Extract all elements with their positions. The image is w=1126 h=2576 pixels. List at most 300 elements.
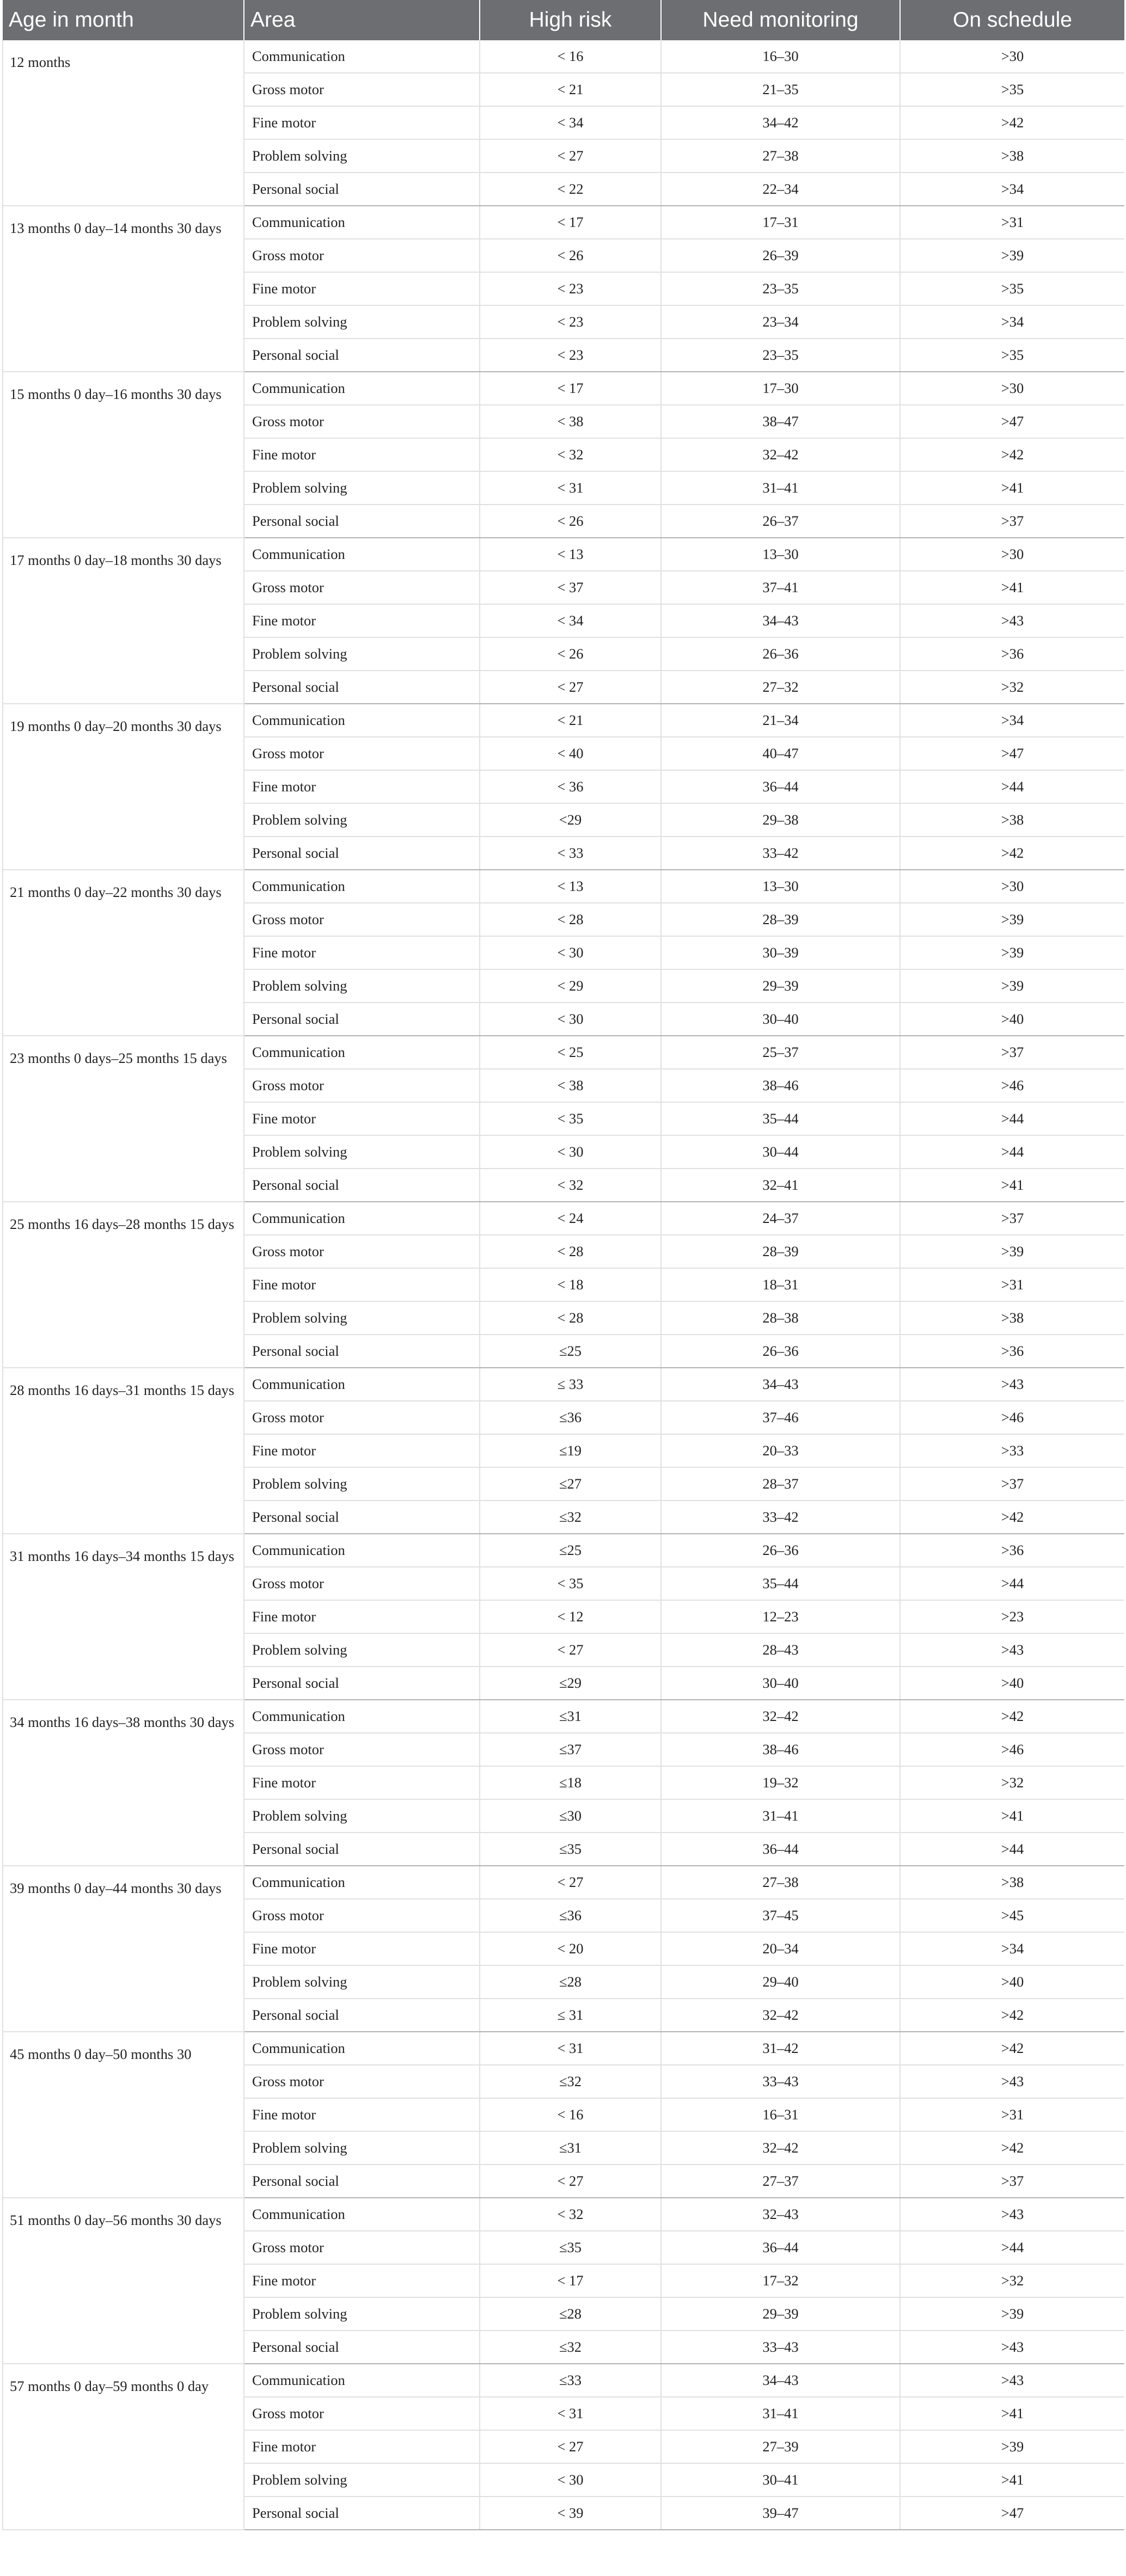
high-risk-cell: ≤37: [480, 1733, 661, 1766]
high-risk-cell: < 34: [480, 106, 661, 139]
on-schedule-cell: >32: [900, 671, 1124, 704]
need-monitoring-cell: 33–43: [661, 2065, 900, 2098]
header-area: Area: [244, 0, 480, 40]
on-schedule-cell: >43: [900, 2198, 1124, 2231]
area-cell: Fine motor: [244, 1600, 480, 1633]
need-monitoring-cell: 29–40: [661, 1965, 900, 1999]
area-cell: Problem solving: [244, 1965, 480, 1999]
on-schedule-cell: >42: [900, 2131, 1124, 2165]
high-risk-cell: < 26: [480, 239, 661, 272]
area-cell: Communication: [244, 1700, 480, 1733]
need-monitoring-cell: 37–46: [661, 1401, 900, 1434]
on-schedule-cell: >39: [900, 2297, 1124, 2331]
area-cell: Communication: [244, 1368, 480, 1401]
table-row: [3, 1700, 1124, 1733]
on-schedule-cell: >43: [900, 1368, 1124, 1401]
need-monitoring-cell: 38–46: [661, 1069, 900, 1102]
on-schedule-cell: >23: [900, 1600, 1124, 1633]
need-monitoring-cell: 35–44: [661, 1567, 900, 1600]
on-schedule-cell: >42: [900, 106, 1124, 139]
high-risk-cell: < 39: [480, 2497, 661, 2530]
high-risk-cell: < 16: [480, 2098, 661, 2131]
area-cell: Problem solving: [244, 2463, 480, 2497]
need-monitoring-cell: 22–34: [661, 173, 900, 206]
on-schedule-cell: >46: [900, 1401, 1124, 1434]
high-risk-cell: < 38: [480, 1069, 661, 1102]
age-range-cell: 12 months: [3, 40, 244, 206]
on-schedule-cell: >41: [900, 2397, 1124, 2430]
on-schedule-cell: >31: [900, 2098, 1124, 2131]
area-cell: Personal social: [244, 173, 480, 206]
high-risk-cell: < 31: [480, 2032, 661, 2065]
need-monitoring-cell: 29–39: [661, 2297, 900, 2331]
area-cell: Gross motor: [244, 1733, 480, 1766]
need-monitoring-cell: 35–44: [661, 1102, 900, 1135]
high-risk-cell: < 27: [480, 1866, 661, 1899]
need-monitoring-cell: 16–30: [661, 40, 900, 73]
high-risk-cell: ≤18: [480, 1766, 661, 1799]
area-cell: Communication: [244, 206, 480, 239]
high-risk-cell: < 27: [480, 2430, 661, 2463]
need-monitoring-cell: 30–44: [661, 1135, 900, 1169]
on-schedule-cell: >43: [900, 2331, 1124, 2364]
high-risk-cell: ≤25: [480, 1534, 661, 1567]
need-monitoring-cell: 33–42: [661, 837, 900, 870]
on-schedule-cell: >41: [900, 2463, 1124, 2497]
area-cell: Personal social: [244, 1335, 480, 1368]
on-schedule-cell: >37: [900, 505, 1124, 538]
on-schedule-cell: >43: [900, 2065, 1124, 2098]
area-cell: Fine motor: [244, 2264, 480, 2297]
need-monitoring-cell: 37–45: [661, 1899, 900, 1932]
high-risk-cell: < 37: [480, 571, 661, 604]
header-age: Age in month: [3, 0, 244, 40]
high-risk-cell: < 17: [480, 2264, 661, 2297]
table-header: [3, 0, 1124, 40]
high-risk-cell: < 34: [480, 604, 661, 637]
on-schedule-cell: >39: [900, 239, 1124, 272]
need-monitoring-cell: 27–38: [661, 139, 900, 173]
area-cell: Problem solving: [244, 1135, 480, 1169]
on-schedule-cell: >43: [900, 1633, 1124, 1667]
high-risk-cell: < 23: [480, 305, 661, 339]
need-monitoring-cell: 27–38: [661, 1866, 900, 1899]
on-schedule-cell: >44: [900, 1135, 1124, 1169]
need-monitoring-cell: 13–30: [661, 870, 900, 903]
area-cell: Communication: [244, 870, 480, 903]
table-row: [3, 1202, 1124, 1235]
area-cell: Problem solving: [244, 969, 480, 1003]
need-monitoring-cell: 38–46: [661, 1733, 900, 1766]
need-monitoring-cell: 27–37: [661, 2165, 900, 2198]
area-cell: Communication: [244, 40, 480, 73]
on-schedule-cell: >44: [900, 1833, 1124, 1866]
area-cell: Personal social: [244, 1169, 480, 1202]
area-cell: Gross motor: [244, 1069, 480, 1102]
need-monitoring-cell: 31–41: [661, 1799, 900, 1833]
on-schedule-cell: >46: [900, 1069, 1124, 1102]
on-schedule-cell: >41: [900, 1799, 1124, 1833]
need-monitoring-cell: 28–38: [661, 1301, 900, 1335]
area-cell: Problem solving: [244, 1467, 480, 1501]
need-monitoring-cell: 29–39: [661, 969, 900, 1003]
area-cell: Fine motor: [244, 2430, 480, 2463]
on-schedule-cell: >42: [900, 1501, 1124, 1534]
area-cell: Personal social: [244, 837, 480, 870]
age-range-cell: 13 months 0 day–14 months 30 days: [3, 206, 244, 372]
need-monitoring-cell: 13–30: [661, 538, 900, 571]
need-monitoring-cell: 40–47: [661, 737, 900, 770]
need-monitoring-cell: 17–30: [661, 372, 900, 405]
high-risk-cell: ≤ 31: [480, 1999, 661, 2032]
high-risk-cell: < 26: [480, 505, 661, 538]
need-monitoring-cell: 34–42: [661, 106, 900, 139]
area-cell: Communication: [244, 538, 480, 571]
area-cell: Fine motor: [244, 272, 480, 305]
on-schedule-cell: >32: [900, 1766, 1124, 1799]
need-monitoring-cell: 26–36: [661, 1335, 900, 1368]
high-risk-cell: < 32: [480, 1169, 661, 1202]
need-monitoring-cell: 26–36: [661, 637, 900, 671]
high-risk-cell: ≤36: [480, 1401, 661, 1434]
header-on-schedule: On schedule: [900, 0, 1124, 40]
high-risk-cell: < 28: [480, 1301, 661, 1335]
area-cell: Communication: [244, 2032, 480, 2065]
on-schedule-cell: >37: [900, 1467, 1124, 1501]
area-cell: Problem solving: [244, 471, 480, 505]
on-schedule-cell: >37: [900, 2165, 1124, 2198]
area-cell: Gross motor: [244, 903, 480, 936]
high-risk-cell: < 25: [480, 1036, 661, 1069]
high-risk-cell: < 40: [480, 737, 661, 770]
on-schedule-cell: >40: [900, 1667, 1124, 1700]
area-cell: Communication: [244, 1036, 480, 1069]
high-risk-cell: < 21: [480, 73, 661, 106]
need-monitoring-cell: 37–41: [661, 571, 900, 604]
on-schedule-cell: >47: [900, 2497, 1124, 2530]
area-cell: Problem solving: [244, 139, 480, 173]
need-monitoring-cell: 31–42: [661, 2032, 900, 2065]
high-risk-cell: < 21: [480, 704, 661, 737]
need-monitoring-cell: 34–43: [661, 2364, 900, 2397]
need-monitoring-cell: 30–39: [661, 936, 900, 969]
need-monitoring-cell: 26–39: [661, 239, 900, 272]
on-schedule-cell: >30: [900, 40, 1124, 73]
high-risk-cell: < 27: [480, 1633, 661, 1667]
need-monitoring-cell: 26–36: [661, 1534, 900, 1567]
area-cell: Personal social: [244, 1003, 480, 1036]
high-risk-cell: ≤32: [480, 2331, 661, 2364]
need-monitoring-cell: 34–43: [661, 604, 900, 637]
need-monitoring-cell: 18–31: [661, 1268, 900, 1301]
high-risk-cell: < 24: [480, 1202, 661, 1235]
high-risk-cell: < 38: [480, 405, 661, 438]
on-schedule-cell: >40: [900, 1965, 1124, 1999]
need-monitoring-cell: 27–39: [661, 2430, 900, 2463]
area-cell: Personal social: [244, 339, 480, 372]
need-monitoring-cell: 30–40: [661, 1667, 900, 1700]
need-monitoring-cell: 17–32: [661, 2264, 900, 2297]
age-range-cell: 25 months 16 days–28 months 15 days: [3, 1202, 244, 1368]
high-risk-cell: < 30: [480, 1003, 661, 1036]
table-row: [3, 372, 1124, 405]
area-cell: Problem solving: [244, 637, 480, 671]
area-cell: Problem solving: [244, 1633, 480, 1667]
on-schedule-cell: >41: [900, 471, 1124, 505]
high-risk-cell: < 30: [480, 2463, 661, 2497]
age-range-cell: 57 months 0 day–59 months 0 day: [3, 2364, 244, 2530]
table-row: [3, 870, 1124, 903]
area-cell: Problem solving: [244, 2131, 480, 2165]
area-cell: Personal social: [244, 2165, 480, 2198]
area-cell: Fine motor: [244, 438, 480, 471]
on-schedule-cell: >34: [900, 305, 1124, 339]
on-schedule-cell: >37: [900, 1202, 1124, 1235]
area-cell: Fine motor: [244, 1766, 480, 1799]
table-row: [3, 2364, 1124, 2397]
need-monitoring-cell: 32–43: [661, 2198, 900, 2231]
high-risk-cell: < 27: [480, 2165, 661, 2198]
on-schedule-cell: >43: [900, 604, 1124, 637]
high-risk-cell: ≤28: [480, 2297, 661, 2331]
on-schedule-cell: >38: [900, 1866, 1124, 1899]
high-risk-cell: < 32: [480, 2198, 661, 2231]
need-monitoring-cell: 26–37: [661, 505, 900, 538]
on-schedule-cell: >47: [900, 405, 1124, 438]
on-schedule-cell: >46: [900, 1733, 1124, 1766]
area-cell: Personal social: [244, 1501, 480, 1534]
table-row: [3, 40, 1124, 73]
on-schedule-cell: >31: [900, 1268, 1124, 1301]
area-cell: Gross motor: [244, 2397, 480, 2430]
need-monitoring-cell: 31–41: [661, 471, 900, 505]
need-monitoring-cell: 39–47: [661, 2497, 900, 2530]
area-cell: Fine motor: [244, 1932, 480, 1965]
age-range-cell: 34 months 16 days–38 months 30 days: [3, 1700, 244, 1866]
on-schedule-cell: >44: [900, 2231, 1124, 2264]
area-cell: Personal social: [244, 1833, 480, 1866]
table-body: [3, 40, 1124, 2530]
area-cell: Fine motor: [244, 1102, 480, 1135]
table-row: [3, 1866, 1124, 1899]
on-schedule-cell: >34: [900, 173, 1124, 206]
high-risk-cell: < 36: [480, 770, 661, 803]
high-risk-cell: < 31: [480, 2397, 661, 2430]
high-risk-cell: ≤33: [480, 2364, 661, 2397]
high-risk-cell: < 13: [480, 870, 661, 903]
on-schedule-cell: >30: [900, 372, 1124, 405]
high-risk-cell: < 23: [480, 272, 661, 305]
need-monitoring-cell: 28–39: [661, 903, 900, 936]
area-cell: Personal social: [244, 2497, 480, 2530]
area-cell: Problem solving: [244, 1799, 480, 1833]
on-schedule-cell: >38: [900, 803, 1124, 837]
need-monitoring-cell: 21–34: [661, 704, 900, 737]
table-row: [3, 1368, 1124, 1401]
header-need-monitoring: Need monitoring: [661, 0, 900, 40]
need-monitoring-cell: 36–44: [661, 770, 900, 803]
need-monitoring-cell: 16–31: [661, 2098, 900, 2131]
on-schedule-cell: >39: [900, 2430, 1124, 2463]
area-cell: Gross motor: [244, 1567, 480, 1600]
need-monitoring-cell: 24–37: [661, 1202, 900, 1235]
area-cell: Communication: [244, 2198, 480, 2231]
on-schedule-cell: >44: [900, 1102, 1124, 1135]
area-cell: Communication: [244, 1202, 480, 1235]
need-monitoring-cell: 30–41: [661, 2463, 900, 2497]
high-risk-cell: < 29: [480, 969, 661, 1003]
need-monitoring-cell: 33–43: [661, 2331, 900, 2364]
high-risk-cell: ≤25: [480, 1335, 661, 1368]
need-monitoring-cell: 30–40: [661, 1003, 900, 1036]
high-risk-cell: ≤32: [480, 2065, 661, 2098]
need-monitoring-cell: 23–35: [661, 272, 900, 305]
area-cell: Gross motor: [244, 737, 480, 770]
high-risk-cell: < 16: [480, 40, 661, 73]
area-cell: Personal social: [244, 505, 480, 538]
high-risk-cell: < 18: [480, 1268, 661, 1301]
on-schedule-cell: >38: [900, 139, 1124, 173]
on-schedule-cell: >35: [900, 73, 1124, 106]
high-risk-cell: ≤36: [480, 1899, 661, 1932]
area-cell: Fine motor: [244, 770, 480, 803]
area-cell: Problem solving: [244, 305, 480, 339]
need-monitoring-cell: 19–32: [661, 1766, 900, 1799]
high-risk-cell: < 27: [480, 671, 661, 704]
on-schedule-cell: >36: [900, 1335, 1124, 1368]
need-monitoring-cell: 33–42: [661, 1501, 900, 1534]
need-monitoring-cell: 32–42: [661, 2131, 900, 2165]
on-schedule-cell: >39: [900, 969, 1124, 1003]
need-monitoring-cell: 36–44: [661, 1833, 900, 1866]
table-row: [3, 704, 1124, 737]
table-row: [3, 2032, 1124, 2065]
high-risk-cell: < 22: [480, 173, 661, 206]
area-cell: Communication: [244, 372, 480, 405]
high-risk-cell: < 12: [480, 1600, 661, 1633]
on-schedule-cell: >39: [900, 903, 1124, 936]
high-risk-cell: ≤35: [480, 1833, 661, 1866]
high-risk-cell: < 33: [480, 837, 661, 870]
high-risk-cell: ≤32: [480, 1501, 661, 1534]
on-schedule-cell: >38: [900, 1301, 1124, 1335]
high-risk-cell: ≤19: [480, 1434, 661, 1467]
on-schedule-cell: >35: [900, 272, 1124, 305]
on-schedule-cell: >42: [900, 837, 1124, 870]
high-risk-cell: < 17: [480, 206, 661, 239]
need-monitoring-cell: 25–37: [661, 1036, 900, 1069]
high-risk-cell: < 27: [480, 139, 661, 173]
need-monitoring-cell: 20–34: [661, 1932, 900, 1965]
high-risk-cell: ≤31: [480, 2131, 661, 2165]
need-monitoring-cell: 23–34: [661, 305, 900, 339]
high-risk-cell: < 28: [480, 1235, 661, 1268]
age-range-cell: 17 months 0 day–18 months 30 days: [3, 538, 244, 704]
area-cell: Fine motor: [244, 1268, 480, 1301]
on-schedule-cell: >45: [900, 1899, 1124, 1932]
need-monitoring-cell: 32–42: [661, 438, 900, 471]
area-cell: Fine motor: [244, 604, 480, 637]
high-risk-cell: ≤35: [480, 2231, 661, 2264]
table-row: [3, 2198, 1124, 2231]
on-schedule-cell: >44: [900, 770, 1124, 803]
on-schedule-cell: >30: [900, 870, 1124, 903]
area-cell: Problem solving: [244, 1301, 480, 1335]
age-range-cell: 28 months 16 days–31 months 15 days: [3, 1368, 244, 1534]
high-risk-cell: < 32: [480, 438, 661, 471]
header-row: [3, 0, 1124, 40]
need-monitoring-cell: 17–31: [661, 206, 900, 239]
need-monitoring-cell: 12–23: [661, 1600, 900, 1633]
high-risk-cell: < 13: [480, 538, 661, 571]
high-risk-cell: ≤30: [480, 1799, 661, 1833]
area-cell: Gross motor: [244, 1401, 480, 1434]
on-schedule-cell: >43: [900, 2364, 1124, 2397]
high-risk-cell: ≤29: [480, 1667, 661, 1700]
high-risk-cell: < 31: [480, 471, 661, 505]
need-monitoring-cell: 27–32: [661, 671, 900, 704]
area-cell: Communication: [244, 1534, 480, 1567]
asq-cutoff-table-wrapper: [2, 0, 1124, 2530]
area-cell: Fine motor: [244, 2098, 480, 2131]
age-range-cell: 21 months 0 day–22 months 30 days: [3, 870, 244, 1036]
need-monitoring-cell: 28–37: [661, 1467, 900, 1501]
table-row: [3, 1534, 1124, 1567]
need-monitoring-cell: 36–44: [661, 2231, 900, 2264]
area-cell: Communication: [244, 2364, 480, 2397]
table-row: [3, 1036, 1124, 1069]
need-monitoring-cell: 32–42: [661, 1700, 900, 1733]
area-cell: Fine motor: [244, 936, 480, 969]
area-cell: Fine motor: [244, 1434, 480, 1467]
on-schedule-cell: >39: [900, 936, 1124, 969]
on-schedule-cell: >42: [900, 2032, 1124, 2065]
need-monitoring-cell: 21–35: [661, 73, 900, 106]
area-cell: Gross motor: [244, 239, 480, 272]
table-row: [3, 538, 1124, 571]
asq-cutoff-table: [2, 0, 1124, 2530]
age-range-cell: 45 months 0 day–50 months 30: [3, 2032, 244, 2198]
high-risk-cell: < 35: [480, 1102, 661, 1135]
area-cell: Communication: [244, 704, 480, 737]
area-cell: Gross motor: [244, 1235, 480, 1268]
on-schedule-cell: >42: [900, 1999, 1124, 2032]
on-schedule-cell: >42: [900, 1700, 1124, 1733]
on-schedule-cell: >31: [900, 206, 1124, 239]
need-monitoring-cell: 20–33: [661, 1434, 900, 1467]
area-cell: Personal social: [244, 671, 480, 704]
high-risk-cell: < 30: [480, 1135, 661, 1169]
high-risk-cell: ≤31: [480, 1700, 661, 1733]
header-high-risk: High risk: [480, 0, 661, 40]
area-cell: Personal social: [244, 2331, 480, 2364]
need-monitoring-cell: 31–41: [661, 2397, 900, 2430]
need-monitoring-cell: 32–42: [661, 1999, 900, 2032]
area-cell: Gross motor: [244, 2065, 480, 2098]
area-cell: Personal social: [244, 1999, 480, 2032]
on-schedule-cell: >32: [900, 2264, 1124, 2297]
high-risk-cell: < 23: [480, 339, 661, 372]
need-monitoring-cell: 38–47: [661, 405, 900, 438]
on-schedule-cell: >34: [900, 704, 1124, 737]
high-risk-cell: < 35: [480, 1567, 661, 1600]
area-cell: Gross motor: [244, 1899, 480, 1932]
area-cell: Gross motor: [244, 2231, 480, 2264]
need-monitoring-cell: 29–38: [661, 803, 900, 837]
on-schedule-cell: >39: [900, 1235, 1124, 1268]
high-risk-cell: ≤ 33: [480, 1368, 661, 1401]
on-schedule-cell: >40: [900, 1003, 1124, 1036]
